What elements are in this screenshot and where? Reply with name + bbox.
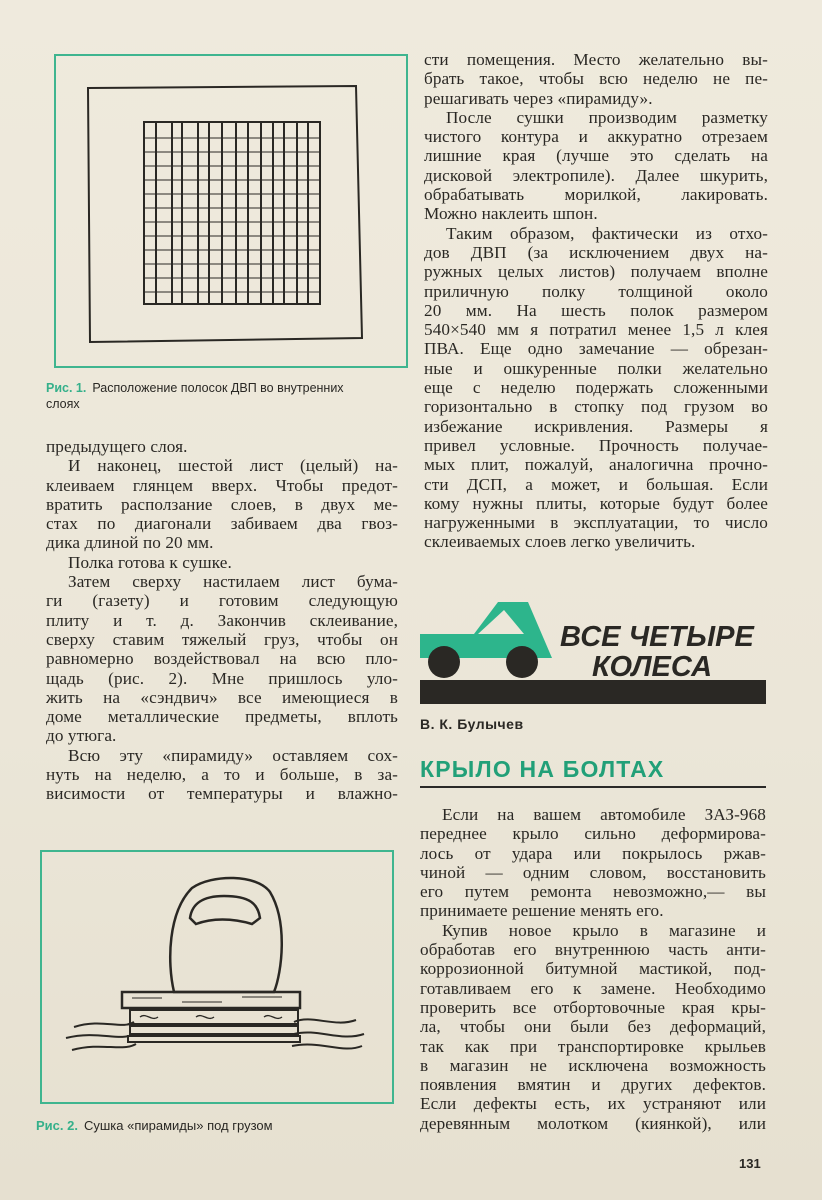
article-line: его путем ремонта невозможно,— вы	[420, 882, 766, 902]
left-column-line: клеиваем глянцем вверх. Чтобы предот-	[46, 475, 398, 495]
section-logo	[420, 598, 770, 708]
left-column-line: Всю эту «пирамиду» оставляем сох-	[68, 745, 398, 765]
article-line: принимаете решение менять его.	[420, 901, 664, 921]
article-line: чиной — одним словом, восстановить	[420, 862, 766, 882]
article-line: в магазин не исключена возможность	[420, 1055, 766, 1075]
right-column-line: сти ДСП, а может, и большая. Если	[424, 474, 768, 494]
article-line: появления вмятин и других дефектов.	[420, 1075, 766, 1095]
article-line: так как при транспортировке крыльев	[420, 1036, 766, 1056]
right-column-line: приличную полку толщиной около	[424, 281, 768, 301]
right-column-line: Можно наклеить шпон.	[424, 204, 598, 224]
article-line: готавливаем его к замене. Необходимо	[420, 978, 766, 998]
article-line: Если на вашем автомобиле ЗАЗ-968	[442, 805, 766, 824]
left-column-line: предыдущего слоя.	[46, 437, 188, 456]
right-column-line: брать такое, чтобы всю неделю не пе-	[424, 69, 768, 89]
right-column-line: мых плит, пожалуй, аналогична прочно-	[424, 455, 768, 475]
right-column-line: сти помещения. Место желательно вы-	[424, 50, 768, 69]
right-column-line: решагивать через «пирамиду».	[424, 88, 653, 108]
left-column-line: Затем сверху настилаем лист бума-	[68, 572, 398, 592]
article-line: переднее крыло сильно деформирова-	[420, 824, 766, 844]
right-column-line: склеиваемых слоев легко увеличить.	[424, 532, 696, 552]
right-column-line: горизонтально в стопку под грузом во	[424, 397, 768, 417]
left-column-line: вратить расползание слоев, в двух ме-	[46, 494, 398, 514]
figure-1-caption	[46, 380, 406, 412]
article-line: ла, чтобы они были без деформаций,	[420, 1017, 766, 1037]
article-line: обработав его внутреннюю часть анти-	[420, 940, 766, 960]
figure-2-caption	[36, 1118, 396, 1134]
figure-2-label: Рис. 2.	[36, 1118, 78, 1133]
right-column-line: 540×540 мм я потратил менее 1,5 л клея	[424, 320, 768, 340]
right-column-line: чистого контура и аккуратно отрезаем	[424, 127, 768, 147]
left-column-line: до утюга.	[46, 726, 117, 746]
article-author: В. К. Булычев	[420, 716, 524, 732]
logo-wheel-rear-icon	[428, 646, 460, 678]
logo-line-1: ВСЕ ЧЕТЫРЕ	[560, 621, 754, 653]
right-column-line: избежание искривления. Размеры я	[424, 416, 768, 436]
right-column-line: 20 мм. На шесть полок размером	[424, 300, 768, 320]
right-column-line: лишние края (лучше это сделать на	[424, 146, 768, 166]
article-line: Если дефекты есть, их устраняют или	[420, 1094, 766, 1114]
article-line: лось от удара или покрылось ржав-	[420, 843, 766, 863]
figure-1-caption-line-1: Расположение полосок ДВП во внутренних	[92, 381, 344, 395]
right-column-line: дисковой электропиле). Далее шкурить,	[424, 165, 768, 185]
left-column-line: висимости от температуры и влажно-	[46, 784, 398, 804]
logo-line-2: КОЛЕСА	[592, 651, 713, 683]
figure-2-caption-text: Сушка «пирамиды» под грузом	[83, 1118, 273, 1133]
right-column-line: дов ДВП (за исключением двух на-	[424, 242, 768, 262]
figure-2-drawing	[42, 852, 392, 1102]
left-column-line: Полка готова к сушке.	[68, 552, 232, 572]
article-text	[420, 805, 766, 1133]
article-line: Купив новое крыло в магазине и	[442, 920, 766, 940]
logo-bar	[420, 680, 766, 704]
left-column-line: щадь (рис. 2). Мне пришлось уло-	[46, 668, 398, 688]
right-column-text	[424, 50, 768, 552]
right-column-line: После сушки производим разметку	[446, 107, 768, 127]
right-column-line: кому нужны плиты, которые будут более	[424, 493, 768, 513]
right-column-line: ружных целых листов) получаем вполне	[424, 262, 768, 282]
left-column-line: сверху ставим тяжелый груз, чтобы он	[46, 629, 398, 649]
right-column-line: привел условные. Прочность получае-	[424, 435, 768, 455]
article-line: деревянным молотком (киянкой), или	[420, 1113, 766, 1133]
page-number: 131	[739, 1156, 761, 1171]
left-column-line: плиту и т. д. Закончив склеивание,	[46, 610, 398, 630]
left-column-line: жить на «сэндвич» все имеющиеся в	[46, 687, 398, 707]
figure-1-caption-line-2: слоях	[46, 397, 80, 411]
right-column-line: Таким образом, фактически из отхо-	[446, 223, 768, 243]
headline-rule	[420, 786, 766, 788]
article-line: коррозионной битумной мастикой, под-	[420, 959, 766, 979]
left-column-line: стах по диагонали забиваем два гвоз-	[46, 514, 398, 534]
figure-1-drawing	[56, 56, 406, 366]
logo-wheel-front-icon	[506, 646, 538, 678]
left-column-text	[46, 437, 398, 804]
right-column-line: ПВА. Еще одно замечание — обрезан-	[424, 339, 768, 359]
left-column-line: нуть на неделю, а то и больше, в за-	[46, 765, 398, 785]
left-column-line: доме металлические предметы, вплоть	[46, 707, 398, 727]
left-column-line: дика длиной по 20 мм.	[46, 533, 214, 553]
left-column-line: ги (газету) и готовим следующую	[46, 591, 398, 611]
right-column-line: ные и ошкуренные полки желательно	[424, 358, 768, 378]
right-column-line: еще с неделю подержать сложенными	[424, 378, 768, 398]
right-column-line: обрабатывать морилкой, лакировать.	[424, 185, 768, 205]
left-column-line: И наконец, шестой лист (целый) на-	[68, 456, 398, 476]
left-column-line: равномерно воздействовал на всю пло-	[46, 649, 398, 669]
article-line: проверить все отбортовочные края кры-	[420, 997, 766, 1017]
figure-1-label: Рис. 1.	[46, 381, 87, 395]
article-headline: КРЫЛО НА БОЛТАХ	[420, 756, 665, 782]
right-column-line: нагруженными в эксплуатации, то число	[424, 513, 768, 533]
